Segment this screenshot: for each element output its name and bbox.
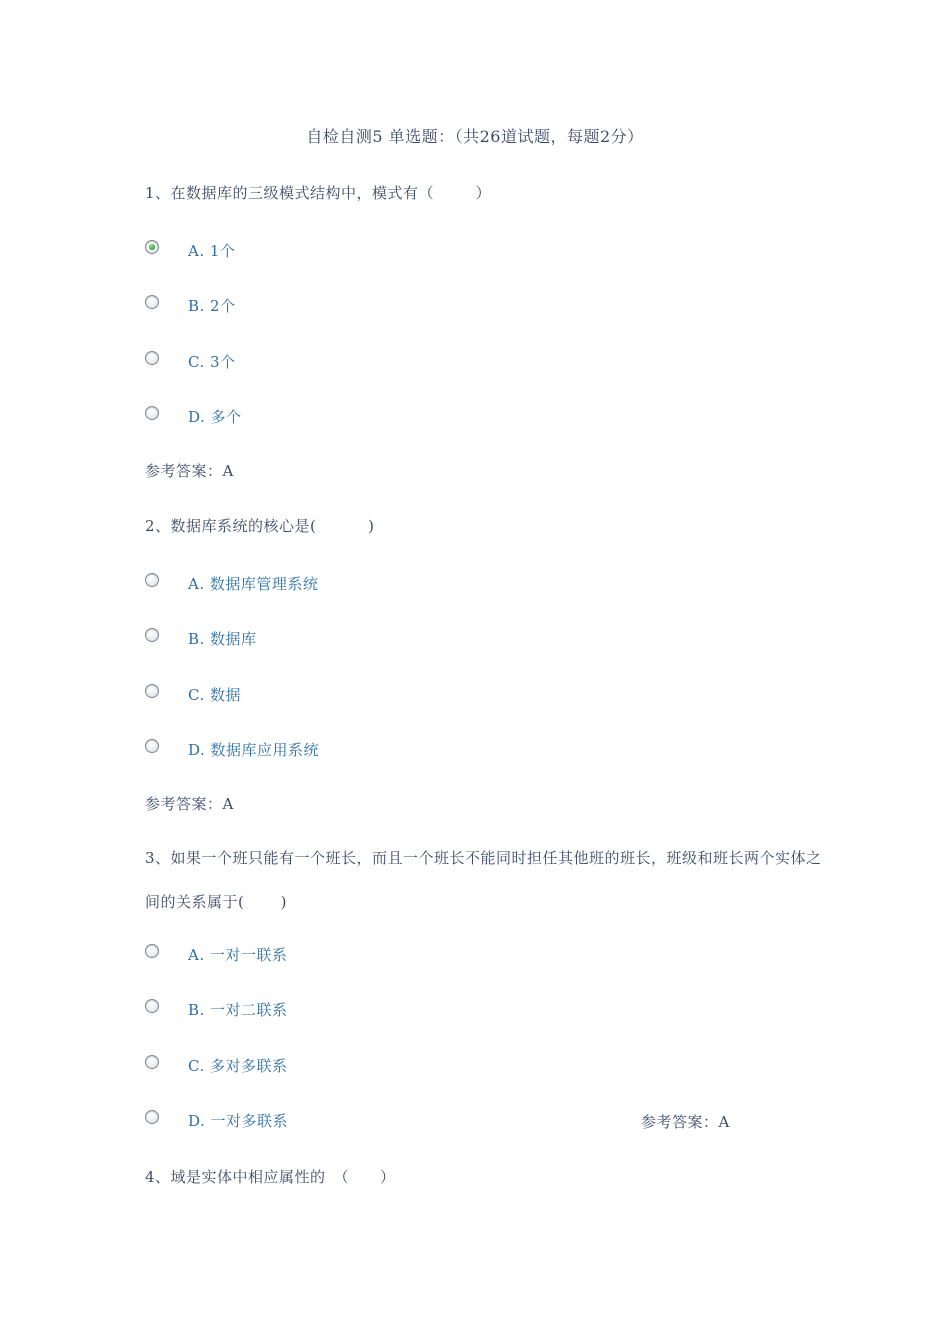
question-3-option-d[interactable] [145,1108,288,1132]
question-2-option-b[interactable] [145,626,257,650]
option-label: D. 数据库应用系统 [188,740,320,759]
question-2-reference-answer: 参考答案：A [145,795,234,813]
radio-unchecked-icon[interactable] [145,573,159,587]
radio-unchecked-icon[interactable] [145,684,159,698]
option-label: D. 多个 [188,407,242,426]
radio-unchecked-icon[interactable] [145,1055,159,1069]
option-label: B. 2个 [188,296,236,315]
question-3-reference-answer: 参考答案：A [641,1113,730,1131]
radio-unchecked-icon[interactable] [145,406,159,420]
question-1-reference-answer: 参考答案：A [145,462,234,480]
option-label: D. 一对多联系 [188,1111,289,1130]
option-label: A. 数据库管理系统 [188,574,319,593]
question-3-text: 3、如果一个班只能有一个班长，而且一个班长不能同时担任其他班的班长，班级和班长两个实体之间的关系属于( ) [145,849,822,911]
option-label: C. 多对多联系 [188,1056,288,1075]
question-3-option-b[interactable] [145,997,288,1021]
question-2-option-c[interactable] [145,682,241,706]
radio-unchecked-icon[interactable] [145,351,159,365]
question-1-option-d[interactable] [145,404,242,428]
radio-unchecked-icon[interactable] [145,739,159,753]
option-label: A. 1个 [188,241,236,260]
question-2-option-a[interactable] [145,571,318,595]
question-3-option-c[interactable] [145,1053,287,1077]
option-label: A. 一对一联系 [188,945,288,964]
question-2-option-d[interactable] [145,737,319,761]
question-1-text: 1、在数据库的三级模式结构中，模式有（ ） [145,184,492,202]
option-label: B. 数据库 [188,629,257,648]
radio-unchecked-icon[interactable] [145,295,159,309]
question-1-option-b[interactable] [145,293,236,317]
question-4-text: 4、域是实体中相应属性的 （ ） [145,1168,396,1186]
radio-unchecked-icon[interactable] [145,999,159,1013]
question-3-option-a[interactable] [145,942,287,966]
option-label: C. 3个 [188,352,236,371]
question-1-option-c[interactable] [145,349,236,373]
radio-unchecked-icon[interactable] [145,944,159,958]
question-1-option-a[interactable] [145,238,235,262]
radio-unchecked-icon[interactable] [145,628,159,642]
radio-unchecked-icon[interactable] [145,1110,159,1124]
radio-checked-icon[interactable] [145,240,159,254]
option-label: B. 一对二联系 [188,1000,288,1019]
option-label: C. 数据 [188,685,241,704]
question-2-text: 2、数据库系统的核心是( ) [145,517,375,535]
page-title: 自检自测5 单选题：（共26道试题，每题2分） [306,127,644,146]
